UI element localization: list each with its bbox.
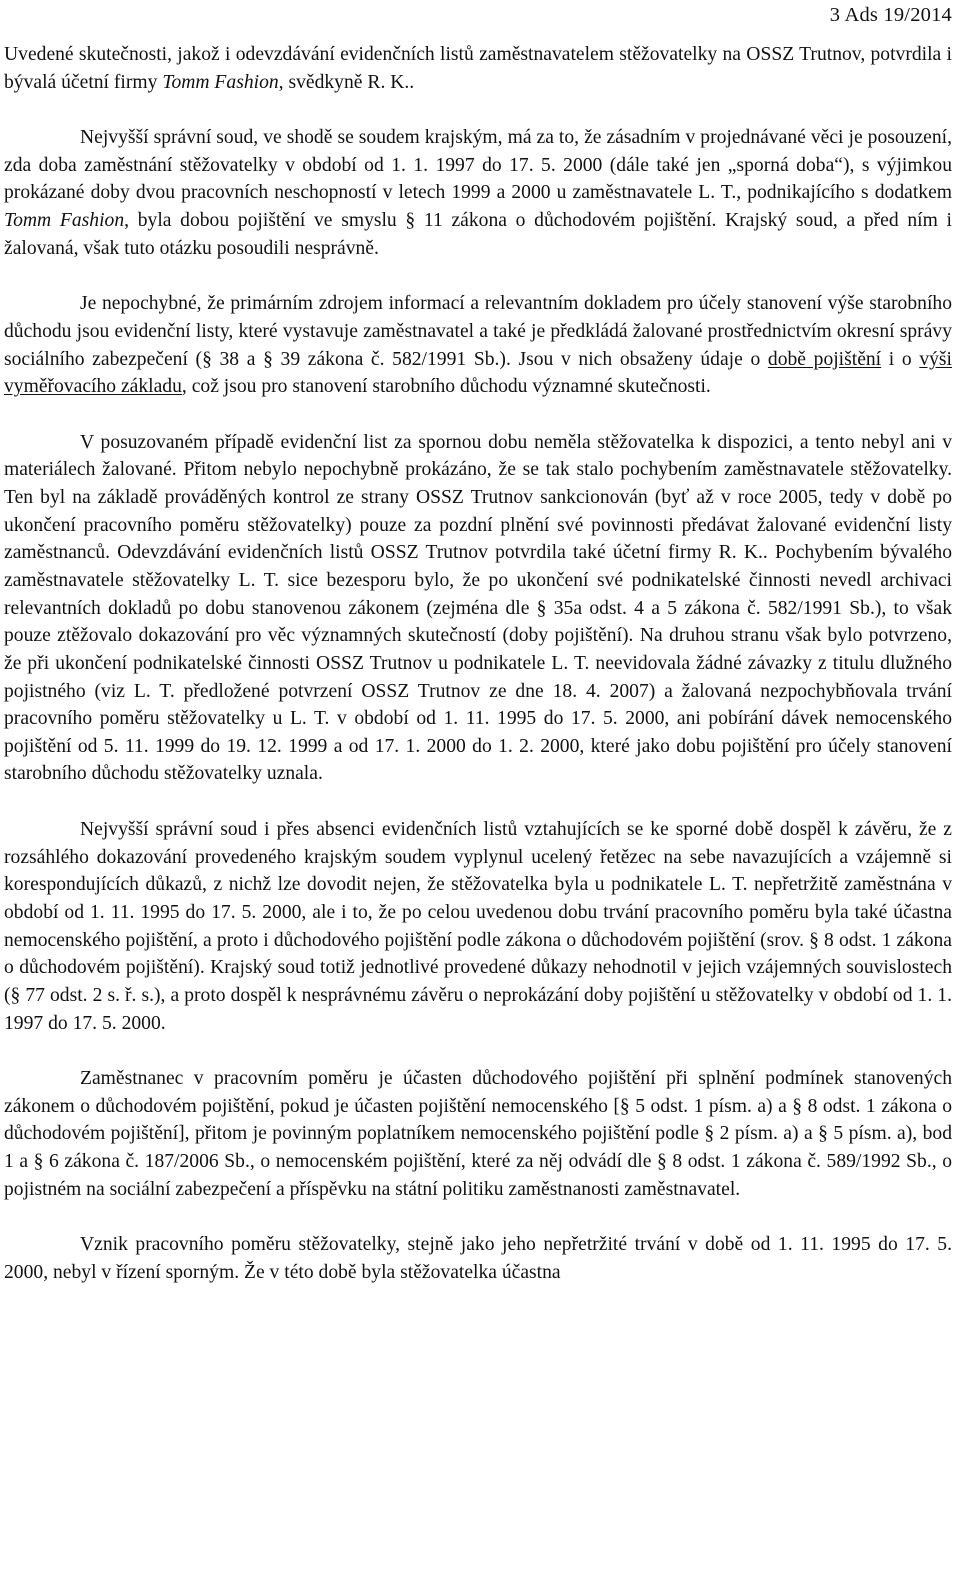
underlined-text: výši vyměřovacího základu — [4, 348, 952, 398]
paragraph-1 — [4, 41, 952, 96]
paragraph-text: V posuzovaném případě evidenční list za spornou dobu neměla stěžovatelka k dispozici, a tento nebyl ani v materiálech žalované. Přitom nebylo nepochybně prokázáno, že se tak stalo pochybením zaměstnavatele stěžovatelky. Ten byl na základě prováděných kontrol ze strany OSSZ Trutnov sankcionován (byť až v roce 2005, tedy v době po ukončení pracovního poměru stěžovatelky) pouze za pozdní plnění své povinnosti předávat žalované evidenční listy zaměstnanců. Odevzdávání evidenčních listů OSSZ Trutnov potvrdila také účetní firmy R. K.. Pochybením bývalého zaměstnavatele stěžovatelky L. T. sice bezesporu bylo, že po ukončení své podnikatelské činnosti nevedl archivaci relevantních dokladů po dobu stanovenou zákonem (zejména dle § 35a odst. 4 a 5 zákona č. 582/1991 Sb.), to však pouze ztěžovalo dokazování pro věc významných skutečností (doby pojištění). Na druhou stranu však bylo potvrzeno, že při ukončení podnikatelské činnosti OSSZ Trutnov u podnikatele L. T. neevidovala žádné závazky z titulu dlužného pojistného (viz L. T. předložené potvrzení OSSZ Trutnov ze dne 18. 4. 2007) a žalovaná nezpochybňovala trvání pracovního poměru stěžovatelky u L. T. v období od 1. 11. 1995 do 17. 5. 2000, ani pobírání dávek nemocenského pojištění od 5. 11. 1999 do 19. 12. 1999 a od 17. 1. 2000 do 1. 2. 2000, které jako dobu pojištění pro účely stanovení starobního důchodu stěžovatelky uznala. — [4, 431, 952, 785]
paragraph-text: , což jsou pro stanovení starobního důchodu významné skutečnosti. — [181, 376, 711, 398]
paragraph-text: Zaměstnanec v pracovním poměru je účasten důchodového pojištění při splnění podmínek stanovených zákonem o důchodovém pojištění, pokud je účasten pojištění nemocenského [§ 5 odst. 1 písm. a) a § 8 odst. 1 zákona o důchodovém pojištění], přitom je povinným poplatníkem nemocenského pojištění podle § 2 písm. a) a § 5 písm. a), bod 1 a § 6 zákona č. 187/2006 Sb., o nemocenském pojištění, které za něj odvádí dle § 8 odst. 1 zákona č. 589/1992 Sb., o pojistném na sociální zabezpečení a příspěvku na státní politiku zaměstnanosti zaměstnavatel. — [4, 1067, 952, 1200]
document-body — [4, 41, 952, 1286]
paragraph-text: , byla dobou pojištění ve smyslu § 11 zákona o důchodovém pojištění. Krajský soud, a před ním i žalovaná, však tuto otázku posoudili nesprávně. — [4, 210, 952, 259]
paragraph-text: Je nepochybné, že primárním zdrojem informací a relevantním dokladem pro účely stanovení výše starobního důchodu jsou evidenční listy, které vystavuje zaměstnavatel a také je předkládá žalované prostřednictvím okresní správy sociálního zabezpečení (§ 38 a § 39 zákona č. 582/1991 Sb.). Jsou v nich obsaženy údaje o — [4, 293, 952, 370]
paragraph-3 — [4, 290, 952, 401]
italic-text: Tomm Fashion — [162, 71, 279, 93]
paragraph-5 — [4, 816, 952, 1037]
paragraph-6 — [4, 1065, 952, 1203]
paragraph-7 — [4, 1231, 952, 1286]
paragraph-text: Vznik pracovního poměru stěžovatelky, stejně jako jeho nepřetržité trvání v době od 1. 11. 1995 do 17. 5. 2000, nebyl v řízení sporným. Že v této době byla stěžovatelka účastna — [4, 1234, 952, 1283]
paragraph-4 — [4, 429, 952, 789]
paragraph-text: , svědkyně R. K.. — [278, 71, 415, 93]
paragraph-2 — [4, 124, 952, 262]
paragraph-text: Uvedené skutečnosti, jakož i odevzdávání evidenčních listů zaměstnavatelem stěžovatelky na OSSZ Trutnov, potvrdila i bývalá účetní firmy — [4, 44, 952, 93]
paragraph-text: Nejvyšší správní soud i přes absenci evidenčních listů vztahujících se ke sporné době dospěl k závěru, že z rozsáhlého dokazování provedeného krajským soudem vyplynul ucelený řetězec na sebe navazujících a vzájemně si korespondujících důkazů, z nichž lze dovodit nejen, že stěžovatelka byla u podnikatele L. T. nepřetržitě zaměstnána v období od 1. 11. 1995 do 17. 5. 2000, ale i to, že po celou uvedenou dobu trvání pracovního poměru byla také účastna nemocenského pojištění, a proto i důchodového pojištění podle zákona o důchodovém pojištění (srov. § 8 odst. 1 zákona o důchodovém pojištění). Krajský soud totiž jednotlivé provedené důkazy nehodnotil v jejich vzájemných souvislostech (§ 77 odst. 2 s. ř. s.), a proto dospěl k nesprávnému závěru o neprokázání doby pojištění u stěžovatelky v období od 1. 1. 1997 do 17. 5. 2000. — [4, 818, 952, 1034]
underlined-text: době pojištění — [767, 348, 882, 370]
case-number-header: 3 Ads 19/2014 — [829, 4, 952, 26]
italic-text: Tomm Fashion — [4, 210, 125, 232]
paragraph-text: Nejvyšší správní soud, ve shodě se soudem krajským, má za to, že zásadním v projednávané věci je posouzení, zda doba zaměstnání stěžovatelky v období od 1. 1. 1997 do 17. 5. 2000 (dále také jen „sporná doba“), s výjimkou prokázané doby dvou pracovních neschopností v letech 1999 a 2000 u zaměstnavatele L. T., podnikajícího s dodatkem — [4, 127, 952, 204]
paragraph-text: i o — [881, 348, 920, 370]
